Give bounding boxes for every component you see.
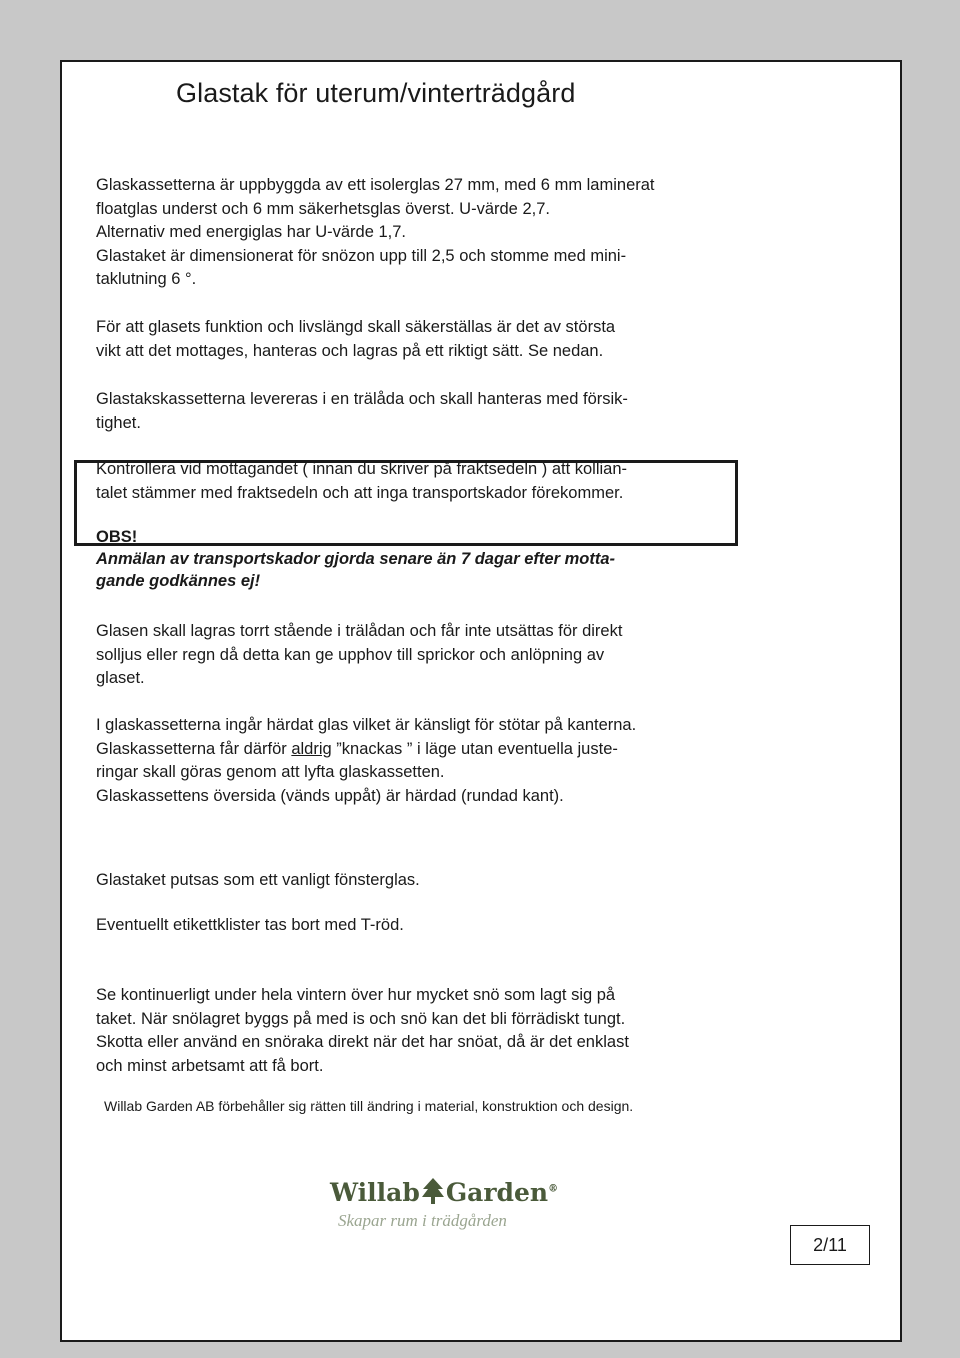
text-line: Glaskassetterna är uppbyggda av ett isolerglas 27 mm, med 6 mm laminerat bbox=[96, 176, 655, 194]
text-line: taklutning 6 °. bbox=[96, 270, 197, 288]
obs-line: Anmälan av transportskador gjorda senare än 7 dagar efter motta- bbox=[96, 550, 615, 568]
page-number: 2/11 bbox=[790, 1225, 870, 1265]
underlined-word: aldrig bbox=[291, 739, 332, 758]
text-line: Se kontinuerligt under hela vintern över hur mycket snö som lagt sig på bbox=[96, 986, 616, 1004]
obs-line: gande godkännes ej! bbox=[96, 572, 261, 590]
text-line: För att glasets funktion och livslängd skall säkerställas är det av största bbox=[96, 318, 616, 336]
disclaimer: Willab Garden AB förbehåller sig rätten till ändring i material, konstruktion och design. bbox=[104, 1098, 634, 1114]
paragraph-handling bbox=[96, 316, 736, 363]
willab-garden-logo bbox=[330, 1175, 559, 1239]
text-line bbox=[96, 738, 736, 762]
text-line: Glasen skall lagras torrt stående i trälådan och får inte utsättas för direkt bbox=[96, 622, 623, 640]
paragraph-tempered-glass bbox=[96, 714, 736, 808]
text-segment: Glaskassetterna får därför bbox=[96, 739, 292, 758]
text-line: vikt att det mottages, hanteras och lagras på ett riktigt sätt. Se nedan. bbox=[96, 341, 604, 360]
text-line: Glastaket putsas som ett vanligt fönsterglas. bbox=[96, 871, 420, 889]
text-line: taket. När snölagret byggs på med is och snö kan det bli förrädiskt tungt. bbox=[96, 1009, 626, 1028]
text-line: Glastakskassetterna levereras i en trälåda och skall hanteras med försik- bbox=[96, 390, 628, 408]
text-line: I glaskassetterna ingår härdat glas vilket är känsligt för stötar på kanterna. bbox=[96, 716, 637, 734]
text-line: ringar skall göras genom att lyfta glaskassetten. bbox=[96, 763, 445, 781]
obs-label: OBS! bbox=[96, 528, 138, 546]
text-line: och minst arbetsamt att få bort. bbox=[96, 1056, 324, 1075]
paragraph-snow bbox=[96, 984, 736, 1078]
text-line: Glaskassettens översida (vänds uppåt) är härdad (rundad kant). bbox=[96, 786, 564, 805]
logo-brand-right: Garden bbox=[445, 1178, 549, 1207]
text-line: tighet. bbox=[96, 413, 141, 432]
paragraph-glass-spec bbox=[96, 174, 736, 292]
logo-tagline: Skapar rum i trädgården bbox=[338, 1211, 507, 1230]
text-line: floatglas underst och 6 mm säkerhetsglas överst. U-värde 2,7. bbox=[96, 199, 550, 218]
text-line: glaset. bbox=[96, 669, 145, 687]
text-line: talet stämmer med fraktsedeln och att inga transportskador förekommer. bbox=[96, 483, 624, 502]
text-line: Kontrollera vid mottagandet ( innan du skriver på fraktsedeln ) att kollian- bbox=[96, 460, 628, 478]
paragraph-cleaning bbox=[96, 869, 736, 893]
text-line: Glastaket är dimensionerat för snözon upp till 2,5 och stomme med mini- bbox=[96, 246, 627, 265]
paragraph-label-removal bbox=[96, 914, 736, 938]
tree-icon bbox=[421, 1177, 445, 1205]
paragraph-delivery bbox=[96, 388, 736, 435]
logo-brand bbox=[330, 1177, 558, 1207]
text-line: Alternativ med energiglas har U-värde 1,7. bbox=[96, 223, 406, 241]
text-line: Eventuellt etikettklister tas bort med T-röd. bbox=[96, 916, 404, 934]
paragraph-storage bbox=[96, 620, 736, 691]
page-title: Glastak för uterum/vinterträdgård bbox=[176, 78, 576, 108]
registered-mark: ® bbox=[548, 1183, 559, 1195]
text-line: solljus eller regn då detta kan ge upphov till sprickor och anlöpning av bbox=[96, 645, 605, 664]
text-line: Skotta eller använd en snöraka direkt när det har snöat, då är det enklast bbox=[96, 1033, 629, 1051]
obs-notice bbox=[96, 526, 736, 592]
logo-brand-left: Willab bbox=[330, 1178, 420, 1207]
text-segment: ”knackas ” i läge utan eventuella juste- bbox=[331, 739, 618, 758]
